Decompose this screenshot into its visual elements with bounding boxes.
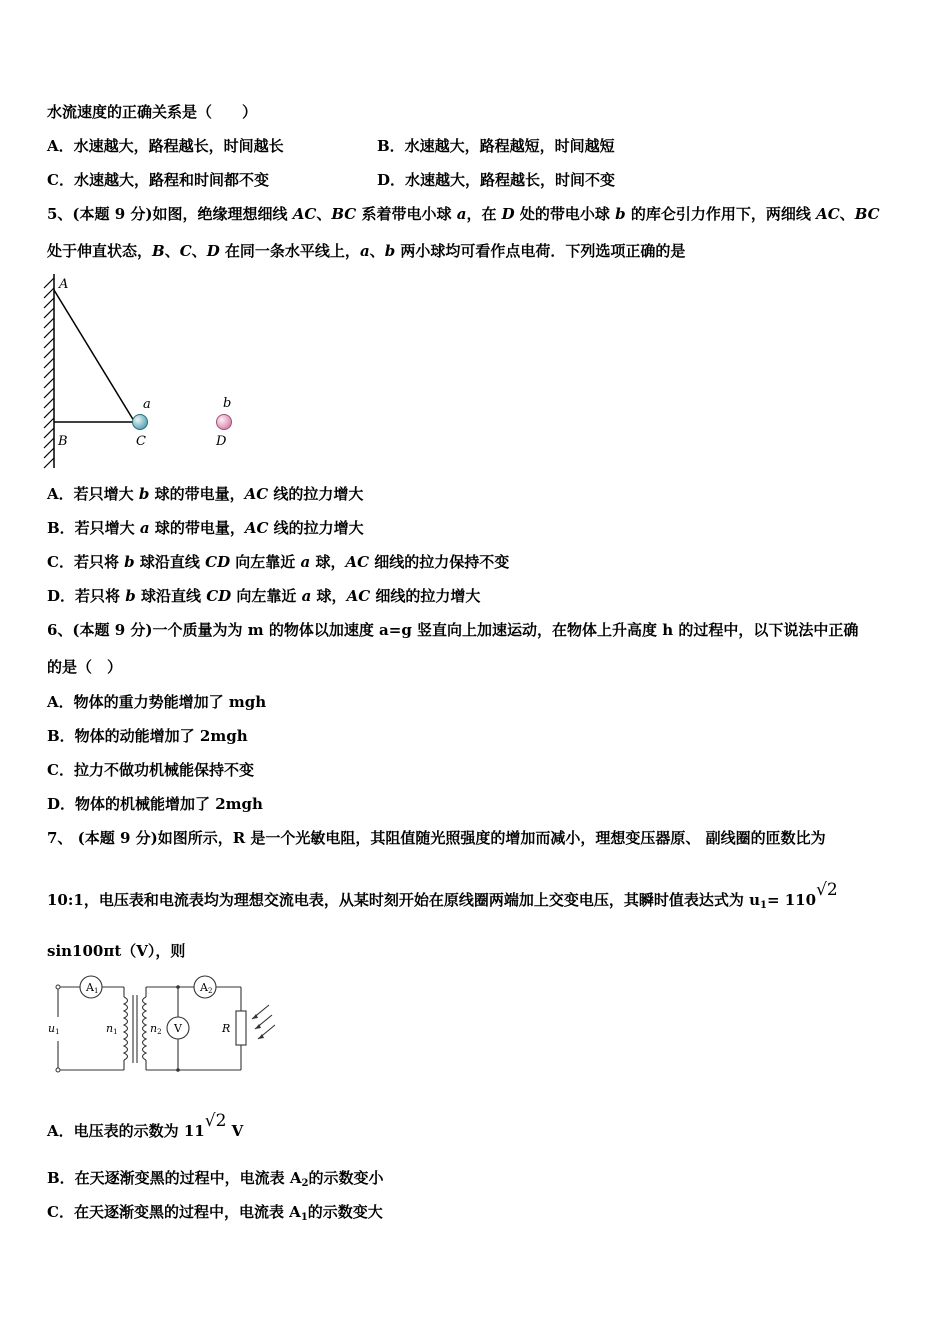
label-A: A (59, 277, 69, 292)
resistor-label: R (222, 1022, 231, 1035)
q4-stem-tail: 水流速度的正确关系是（ ） (47, 103, 258, 121)
q4-option-a: A．水速越大，路程越长，时间越长 (47, 137, 284, 155)
q7-option-a: A．电压表的示数为 11√2 V (47, 1111, 244, 1140)
q5-stem-line1: 5、(本题 9 分)如图，绝缘理想细线 AC、BC 系着带电小球 a，在 D 处的带电小球 b 的库仑引力作用下，两细线 AC、BC (47, 205, 880, 223)
voltmeter-label: V (174, 1022, 182, 1035)
thread-ac (54, 290, 134, 421)
q4-option-c: C．水速越大，路程和时间都不变 (47, 171, 269, 189)
label-D: D (216, 434, 227, 449)
q6-option-a: A．物体的重力势能增加了 mgh (47, 693, 267, 711)
label-C: C (136, 434, 146, 449)
svg-text:n1: n1 (106, 1022, 118, 1036)
photoresistor-r (236, 1011, 246, 1045)
q5-option-a: A．若只增大 b 球的带电量，AC 线的拉力增大 (47, 485, 364, 503)
svg-text:A1: A1 (86, 981, 99, 995)
svg-text:u1: u1 (48, 1022, 60, 1036)
q5-option-c: C．若只将 b 球沿直线 CD 向左靠近 a 球，AC 细线的拉力保持不变 (47, 553, 510, 571)
ball-b (217, 415, 232, 430)
q7-option-c: C．在天逐渐变黑的过程中，电流表 $A_1$的示数变大 (47, 1203, 383, 1223)
q6-option-d: D．物体的机械能增加了 2mgh (47, 795, 263, 813)
sqrt-symbol: √2 (204, 1111, 227, 1131)
q5-figure (40, 270, 260, 475)
label-a: a (143, 397, 151, 412)
sqrt-symbol: √2 (816, 880, 838, 900)
q5-option-d: D．若只将 b 球沿直线 CD 向左靠近 a 球，AC 细线的拉力增大 (47, 587, 481, 605)
q5-option-b: B．若只增大 a 球的带电量，AC 线的拉力增大 (47, 519, 364, 537)
label-b: b (223, 396, 232, 411)
q7-stem-line2: 10:1，电压表和电流表均为理想交流电表，从某时刻开始在原线圈两端加上交变电压，其瞬时值表达式为 $u_1= 110√2$ (47, 880, 838, 911)
svg-text:n2: n2 (150, 1022, 162, 1036)
q7-stem-line1: 7、 (本题 9 分)如图所示，R 是一个光敏电阻，其阻值随光照强度的增加而减小，理想变压器原、 副线圈的匝数比为 (47, 829, 826, 847)
q6-stem-line1: 6、(本题 9 分)一个质量为为 m 的物体以加速度 a=g 竖直向上加速运动，在物体上升高度 h 的过程中，以下说法中正确 (47, 621, 859, 639)
q4-option-b: B．水速越大，路程越短，时间越短 (377, 137, 615, 155)
q7-option-b: B．在天逐渐变黑的过程中，电流表 $A_2$的示数变小 (47, 1169, 384, 1189)
svg-text:A2: A2 (200, 981, 213, 995)
q7-stem-line3: sin100πt（V），则 (47, 942, 186, 960)
q5-stem-line2: 处于伸直状态，B、C、D 在同一条水平线上，a、b 两小球均可看作点电荷．下列选项正确的是 (47, 242, 686, 260)
wall-hatching (44, 278, 54, 468)
ball-a (133, 415, 148, 430)
q6-option-b: B．物体的动能增加了 2mgh (47, 727, 248, 745)
q6-option-c: C．拉力不做功机械能保持不变 (47, 761, 254, 779)
label-B: B (58, 434, 68, 449)
q4-option-d: D．水速越大，路程越长，时间不变 (377, 171, 616, 189)
q7-circuit-figure (44, 975, 280, 1080)
q6-stem-line2: 的是（ ） (47, 658, 123, 676)
